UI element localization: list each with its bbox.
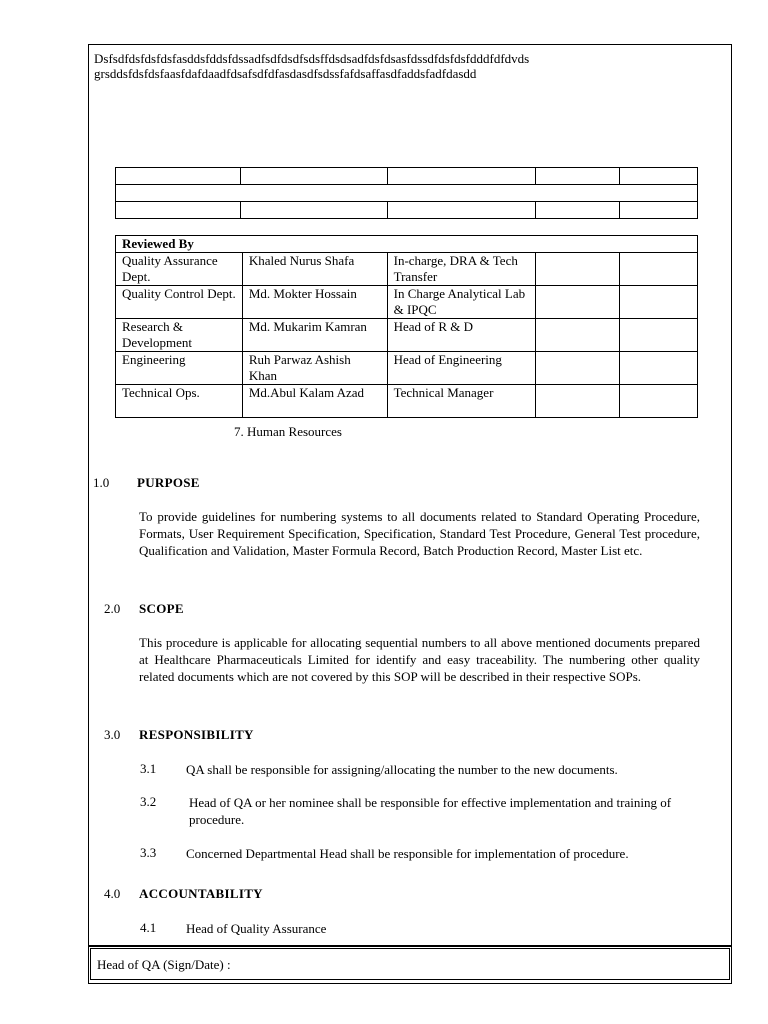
item-text: Head of Quality Assurance — [186, 921, 327, 936]
name-cell: Md. Mokter Hossain — [242, 286, 387, 319]
section-number: 2.0 — [104, 601, 121, 616]
table-row — [116, 168, 698, 185]
document-header — [94, 51, 714, 81]
title-cell: In-charge, DRA & Tech Transfer — [387, 253, 536, 286]
title-cell: Head of Engineering — [387, 352, 536, 385]
section-title-responsibility: RESPONSIBILITY — [139, 727, 254, 742]
blank-table — [115, 167, 698, 219]
table-cell — [620, 168, 698, 185]
table-row — [116, 253, 698, 286]
item-number: 3.2 — [140, 794, 157, 809]
dept-cell: Engineering — [116, 352, 243, 385]
item-text: QA shall be responsible for assigning/allocating the number to the new documents. — [186, 762, 618, 777]
reviewed-by-header: Reviewed By — [116, 236, 698, 253]
signature-cell — [536, 352, 620, 385]
header-line-2: grsddsfdsfdsfaasfdafdaadfdsafsdfdfasdasdfsdssfafdsaffasdfaddsfadfdasdd — [94, 66, 477, 81]
name-cell: Md.Abul Kalam Azad — [242, 385, 387, 418]
table-row — [116, 352, 698, 385]
name-cell: Khaled Nurus Shafa — [242, 253, 387, 286]
date-cell — [620, 286, 698, 319]
item-text: Head of QA or her nominee shall be responsible for effective implementation and training of procedure. — [189, 795, 672, 827]
date-cell — [620, 352, 698, 385]
name-cell: Ruh Parwaz Ashish Khan — [242, 352, 387, 385]
item-number: 4.1 — [140, 920, 157, 935]
item-number: 3.1 — [140, 761, 157, 776]
table-cell — [536, 168, 620, 185]
date-cell — [620, 385, 698, 418]
table-cell — [536, 202, 620, 219]
section-number: 1.0 — [93, 475, 110, 490]
table-cell — [116, 185, 698, 202]
section-title-scope: SCOPE — [139, 601, 184, 616]
table-row — [116, 202, 698, 219]
table-header-row — [116, 236, 698, 253]
title-cell: In Charge Analytical Lab & IPQC — [387, 286, 536, 319]
dept-cell: Quality Control Dept. — [116, 286, 243, 319]
item-text: Concerned Departmental Head shall be responsible for implementation of procedure. — [186, 846, 629, 861]
dept-cell: Quality Assurance Dept. — [116, 253, 243, 286]
table-cell — [240, 202, 387, 219]
signature-cell — [536, 286, 620, 319]
table-row — [116, 286, 698, 319]
table-row — [116, 385, 698, 418]
section-number: 3.0 — [104, 727, 121, 742]
section-title-purpose: PURPOSE — [137, 475, 200, 490]
table-cell — [116, 168, 241, 185]
qa-signature-label: Head of QA (Sign/Date) : — [97, 957, 231, 972]
title-cell: Technical Manager — [387, 385, 536, 418]
signature-cell — [536, 319, 620, 352]
table-cell — [240, 168, 387, 185]
table-cell — [387, 168, 536, 185]
item-number: 3.3 — [140, 845, 157, 860]
name-cell: Md. Mukarim Kamran — [242, 319, 387, 352]
human-resources-note: 7. Human Resources — [234, 424, 342, 439]
table-cell — [116, 202, 241, 219]
date-cell — [620, 253, 698, 286]
table-row — [116, 185, 698, 202]
reviewed-by-table — [115, 235, 698, 418]
header-line-1: Dsfsdfdsfdsfdsfasddsfddsfdssadfsdfdsdfsdsffdsdsadfdsfdsasfdssdfdsfdsfdddfdfdvds — [94, 51, 530, 66]
dept-cell: Technical Ops. — [116, 385, 243, 418]
section-number: 4.0 — [104, 886, 121, 901]
table-cell — [387, 202, 536, 219]
signature-cell — [536, 253, 620, 286]
signature-cell — [536, 385, 620, 418]
table-cell — [620, 202, 698, 219]
scope-text: This procedure is applicable for allocating sequential numbers to all above mentioned documents prepared at Healthcare Pharmaceuticals Limited for identify and easy traceability. The numbering other quality related documents which are not covered by this SOP will be described in their respective SOPs. — [139, 635, 700, 684]
title-cell: Head of R & D — [387, 319, 536, 352]
date-cell — [620, 319, 698, 352]
dept-cell: Research & Development — [116, 319, 243, 352]
table-row — [116, 319, 698, 352]
purpose-text: To provide guidelines for numbering systems to all documents related to Standard Operating Procedure, Formats, User Requirement Specification, Specification, Standard Test Procedure, General Test procedure, Qualification and Validation, Master Formula Record, Batch Production Record, Master List etc. — [139, 509, 700, 558]
section-title-accountability: ACCOUNTABILITY — [139, 886, 263, 901]
